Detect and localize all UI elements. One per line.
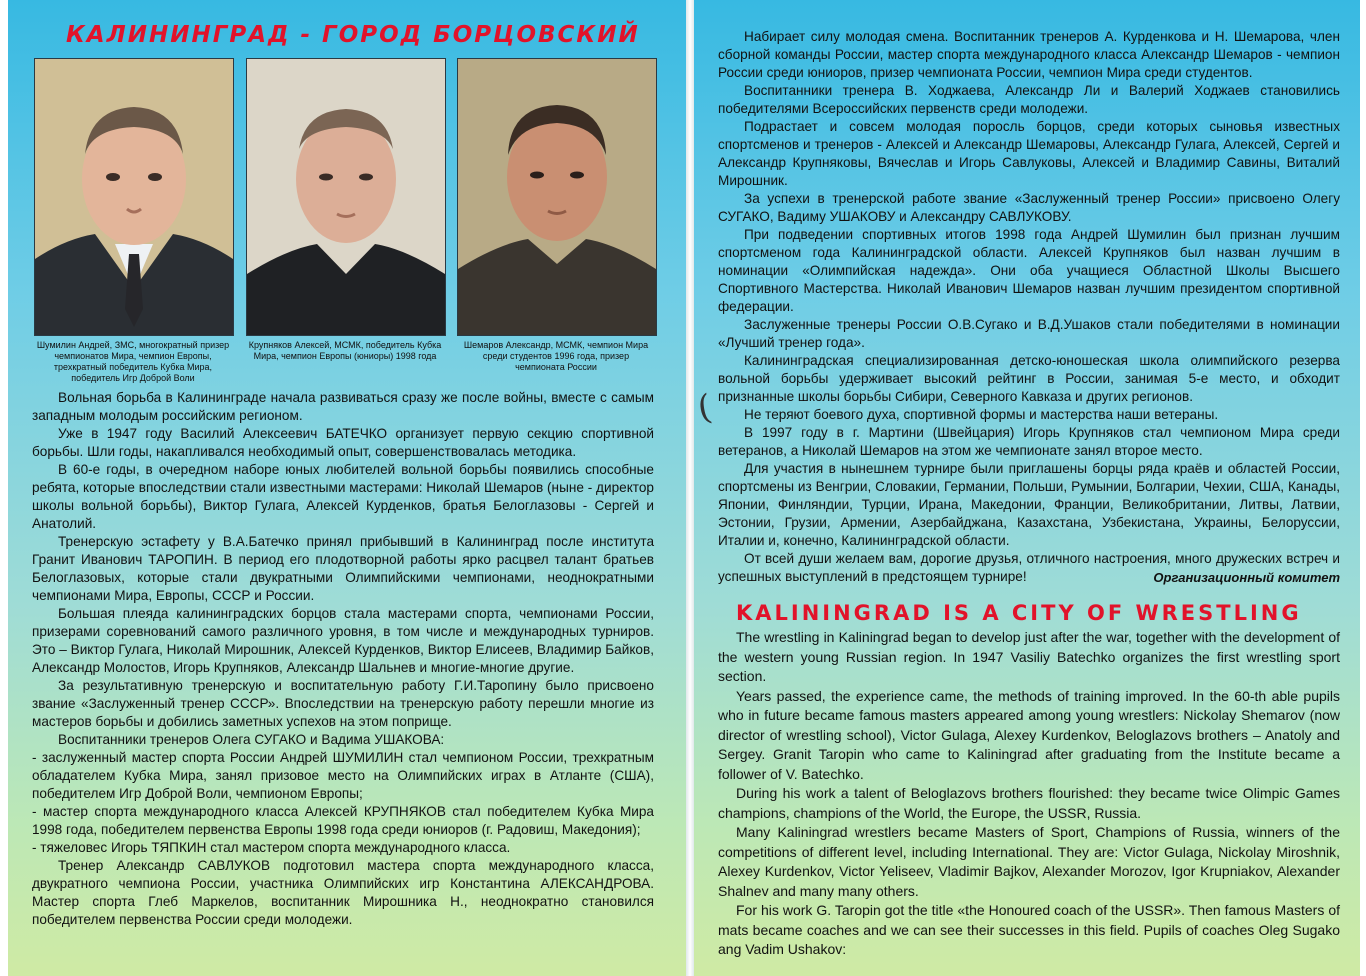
paragraph-en: Many Kaliningrad wrestlers became Masters of Sport, Champions of Russia, winners of the competitions of different level, including International. They are: Victor Gulaga, Nickolay Miroshnik, Alexey Kurdenkov, Victor Yeliseev, Vladimir Bajkov, Alexander Morozov, Igor Krupniakov, Alexander Shalnev and many many others.: [718, 824, 1340, 899]
page-title-russian: КАЛИНИНГРАД - ГОРОД БОРЦОВСКИЙ: [66, 22, 640, 48]
paragraph: Тренер Александр САВЛУКОВ подготовил мастера спорта международного класса, двукратного чемпиона России, участника Олимпийских игр Константина АЛЕКСАНДРОВА. Мастер спорта Глеб Маркелов, воспитанник Мирошника Н., неоднократно становился победителем первенства России среди молодежи.: [32, 858, 654, 927]
list-item: - мастер спорта международного класса Алексей КРУПНЯКОВ стал победителем Кубка Мира 1998 года, победителем первенства Европы 1998 года среди юниоров (г. Радовиш, Македония);: [32, 804, 654, 837]
paragraph: Воспитанники тренера В. Ходжаева, Александр Ли и Валерий Ходжаев становились победителями Всероссийских первенств среди молодежи.: [718, 83, 1340, 116]
article-body-right: [718, 28, 1340, 586]
paragraph: Тренерскую эстафету у В.А.Батечко принял прибывший в Калининград после института Гранит Иванович ТАРОПИН. В период его плодотворной работы ярко расцвел талант братьев Белоглазовых, которые стали двукратными Олимпийскими чемпионами, неоднократными чемпионами Мира, Европы, СССР и России.: [32, 534, 654, 603]
paragraph: Не теряют боевого духа, спортивной формы и мастерства наши ветераны.: [744, 407, 1219, 422]
paragraph: Заслуженные тренеры России О.В.Сугако и В.Д.Ушаков стали победителями в номинации «Лучший тренер года».: [718, 317, 1340, 350]
list-item: - тяжеловес Игорь ТЯПКИН стал мастером спорта международного класса.: [32, 840, 511, 855]
paragraph: В 1997 году в г. Мартини (Швейцария) Игорь Крупняков стал чемпионом Мира среди ветеранов, а Николай Шемаров на этом же чемпионате занял второе место.: [718, 425, 1340, 458]
article-body-left: [32, 389, 654, 929]
paragraph-en: During his work a talent of Beloglazovs brothers flourished: they became twice Olimpic Games champions, champions of the World, the Europe, the USSR, Russia.: [718, 785, 1340, 821]
paragraph: От всей души желаем вам, дорогие друзья, отличного настроения, много дружеских встреч и успешных выступлений в предстоящем турнире!: [718, 551, 1340, 584]
left-page: [8, 0, 686, 976]
paragraph-en: The wrestling in Kaliningrad began to develop just after the war, together with the development of the western young Russian region. In 1947 Vasiliy Batechko organizes the first wrestling sport section.: [718, 629, 1340, 684]
paragraph-en: Years passed, the experience came, the methods of training improved. In the 60-th able pupils who in future became famous masters appeared among young wrestlers: Nickolay Shemarov (now director of wrestling school), Victor Gulaga, Alexey Kurdenkov, Beloglazovs brothers – Anatoly and Sergey. Granit Taropin who came to Kaliningrad after graduating from the Institute became a follower of V. Batechko.: [718, 687, 1340, 782]
paragraph: Воспитанники тренеров Олега СУГАКО и Вадима УШАКОВА:: [58, 732, 445, 747]
portrait-image: [247, 59, 445, 335]
portrait-photo-shemarov: [457, 58, 657, 336]
paragraph: За успехи в тренерской работе звание «Заслуженный тренер России» присвоено Олегу СУГАКО, Вадиму УШАКОВУ и Александру САВЛУКОВУ.: [718, 191, 1340, 224]
list-item: - заслуженный мастер спорта России Андрей ШУМИЛИН стал чемпионом России, трехкратным обладателем Кубка Мира, занял призовое место на Олимпийских играх в Атланте (США), победителем Игр Доброй Воли, чемпионом Европы;: [32, 750, 654, 801]
paragraph-en: For his work G. Taropin got the title «the Honoured coach of the USSR». Then famous Masters of mats became coaches and we can see their successes in this field. Pupils of coaches Oleg Sugako ang Vadim Ushakov:: [718, 902, 1340, 957]
paragraph: За результативную тренерскую и воспитательную работу Г.И.Таропину было присвоено звание «Заслуженный тренер СССР». Впоследствии на тренерскую работу перешли многие из мастеров борьбы и добились заметных успехов на этом поприще.: [32, 678, 654, 729]
paragraph: Калининградская специализированная детско-юношеская школа олимпийского резерва вольной борьбы удерживает высокий рейтинг в России, занимая 5-е место, и обходит признанные школы борьбы Сибири, Северного Кавказа и других регионов.: [718, 353, 1340, 404]
portrait-photo-krupnyakov: [246, 58, 446, 336]
paragraph: Для участия в нынешнем турнире были приглашены борцы ряда краёв и областей России, спортсмены из Венгрии, Словакии, Германии, Польши, Румынии, Болгарии, Чехии, США, Канады, Японии, Финляндии, Турции, Ирана, Македонии, Франции, Великобритании, Литвы, Латвии, Эстонии, Грузии, Армении, Азербайджана, Казахстана, Узбекистана, Украины, Белоруссии, Италии и, конечно, Калининградской области.: [718, 461, 1340, 548]
paragraph: Набирает силу молодая смена. Воспитанник тренеров А. Курденкова и Н. Шемарова, член сборной команды России, мастер спорта международного класса Александр Шемаров - чемпион России среди юниоров, призер чемпионата России, чемпион Мира среди студентов.: [718, 29, 1340, 80]
photo-caption-shumilin: Шумилин Андрей, ЗМС, многократный призер чемпионатов Мира, чемпион Европы, трехкратный победитель Кубка Мира, победитель Игр Доброй Воли: [36, 340, 230, 383]
handwritten-bracket-mark: (: [694, 387, 715, 429]
paragraph: Подрастает и совсем молодая поросль борцов, среди которых сыновья известных спортсменов и тренеров - Алексей и Александр Шемаровы, Александр Гулага, Алексей, Сергей и Александр Крупняковы, Вячеслав и Игорь Савлуковы, Алексей и Владимир Савины, Виталий Мирошник.: [718, 119, 1340, 188]
paragraph: При подведении спортивных итогов 1998 года Андрей Шумилин был признан лучшим спортсменом года Калининградской области. Алексей Крупняков был назван лучшим в номинации «Олимпийская надежда». Они оба учащиеся Областной Школы Высшего Спортивного Мастерства. Николай Иванович Шемаров назван лучшим президентом спортивной федерации.: [718, 227, 1340, 314]
signature-organizing-committee: Организационный комитет: [1153, 570, 1340, 585]
photo-caption-krupnyakov: Крупняков Алексей, МСМК, победитель Кубка Мира, чемпион Европы (юниоры) 1998 года: [248, 340, 442, 361]
article-body-english: [718, 628, 1340, 960]
page-title-english: KALININGRAD IS A CITY OF WRESTLING: [736, 601, 1302, 625]
paragraph: Уже в 1947 году Василий Алексеевич БАТЕЧКО организует первую секцию спортивной борьбы. Шли годы, накапливался необходимый опыт, совершенствовалась методика.: [32, 426, 654, 459]
paragraph: Вольная борьба в Калининграде начала развиваться сразу же после войны, вместе с самым западным молодым российским регионом.: [32, 390, 654, 423]
photo-caption-shemarov: Шемаров Александр, МСМК, чемпион Мира среди студентов 1996 года, призер чемпионата России: [463, 340, 649, 372]
portrait-image: [458, 59, 656, 335]
right-page: [694, 0, 1360, 976]
portrait-photo-shumilin: [34, 58, 234, 336]
paragraph: Большая плеяда калининградских борцов стала мастерами спорта, чемпионами России, призерами соревнований самого различного уровня, в том числе и международных турниров. Это – Виктор Гулага, Николай Мирошник, Алексей Курденков, Виктор Елисеев, Владимир Байков, Александр Молостов, Игорь Крупняков, Александр Шальнев и многие-многие другие.: [32, 606, 654, 675]
portrait-image: [35, 59, 233, 335]
page-gutter: [686, 0, 694, 976]
paragraph: В 60-е годы, в очередном наборе юных любителей вольной борьбы появились способные ребята, которые впоследствии стали известными мастерами: Николай Шемаров (ныне - директор школы вольной борьбы), Виктор Гулага, Алексей Курденков, братья Белоглазовы - Сергей и Анатолий.: [32, 462, 654, 531]
